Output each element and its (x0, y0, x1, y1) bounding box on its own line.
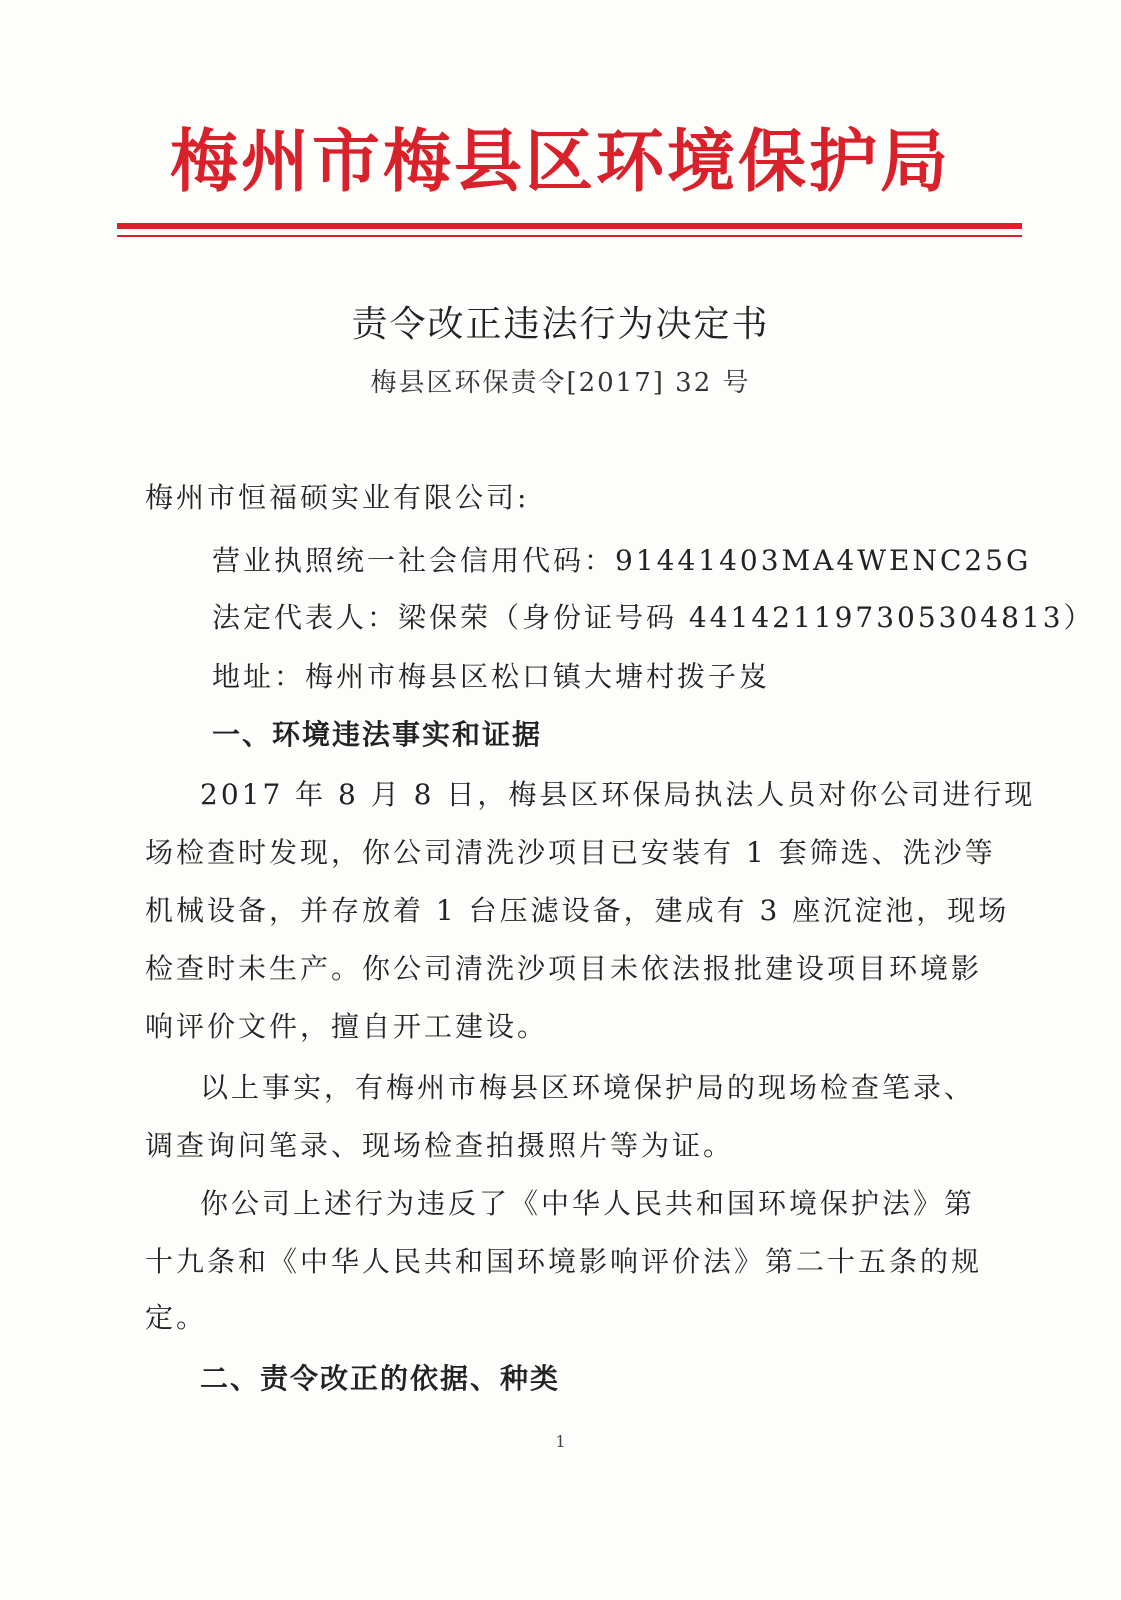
section1-p3-line: 你公司上述行为违反了《中华人民共和国环境保护法》第 (200, 1187, 976, 1220)
page-number: 1 (555, 1432, 566, 1451)
letterhead-title: 梅州市梅县区环境保护局 (169, 123, 951, 202)
section1-p1-line: 机械设备，并存放着 1 台压滤设备，建成有 3 座沉淀池，现场 (145, 894, 1010, 927)
section1-p3-line: 十九条和《中华人民共和国环境影响评价法》第二十五条的规 (145, 1245, 983, 1278)
section1-p3-line: 定。 (145, 1301, 208, 1334)
document-number: 梅县区环保责令[2017] 32 号 (370, 368, 751, 398)
section1-heading: 一、环境违法事实和证据 (212, 718, 543, 751)
section1-p2-line: 调查询问笔录、现场检查拍摄照片等为证。 (145, 1129, 735, 1162)
recipient-name: 梅州市恒福硕实业有限公司: (145, 481, 530, 514)
recipient-address: 地址：梅州市梅县区松口镇大塘村拨子岌 (212, 660, 771, 693)
section2-heading: 二、责令改正的依据、种类 (200, 1362, 561, 1395)
letterhead-rule-thick (117, 223, 1022, 229)
recipient-legal-rep: 法定代表人：梁保荣（身份证号码 441421197305304813） (212, 601, 1095, 634)
document-title: 责令改正违法行为决定书 (351, 304, 770, 345)
section1-p1-line: 检查时未生产。你公司清洗沙项目未依法报批建设项目环境影 (145, 952, 983, 985)
section1-p1-line: 2017 年 8 月 8 日，梅县区环保局执法人员对你公司进行现 (200, 778, 1036, 811)
recipient-credit-code: 营业执照统一社会信用代码：91441403MA4WENC25G (212, 544, 1032, 577)
section1-p1-line: 响评价文件，擅自开工建设。 (145, 1010, 549, 1043)
letterhead-rule-thin (117, 235, 1022, 237)
section1-p1-line: 场检查时发现，你公司清洗沙项目已安装有 1 套筛选、洗沙等 (145, 836, 996, 869)
section1-p2-line: 以上事实，有梅州市梅县区环境保护局的现场检查笔录、 (200, 1071, 976, 1104)
